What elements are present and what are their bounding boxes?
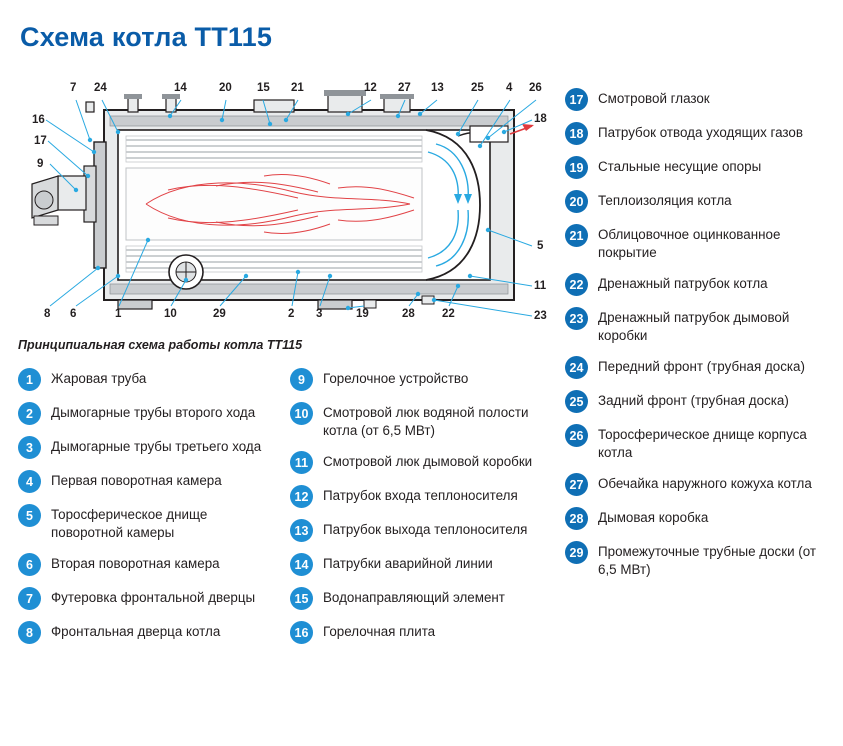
legend-label-12: Патрубок входа теплоносителя: [323, 488, 518, 503]
legend-badge-22: 22: [565, 273, 588, 296]
callout-22: 22: [442, 308, 455, 320]
legend-badge-20: 20: [565, 190, 588, 213]
legend-label-11: Смотровой люк дымовой коробки: [323, 454, 533, 469]
legend-item-26: [565, 424, 837, 462]
legend-item-3: [18, 436, 273, 459]
callout-14: 14: [174, 82, 187, 94]
legend-label-3: Дымогарные трубы третьего хода: [51, 439, 262, 454]
legend-badge-29: 29: [565, 541, 588, 564]
callout-28: 28: [402, 308, 415, 320]
callout-8: 8: [44, 308, 51, 320]
legend-badge-10: 10: [290, 402, 313, 425]
callout-11: 11: [534, 280, 547, 292]
legend-badge-5: 5: [18, 504, 41, 527]
boiler-schematic-diagram: [18, 80, 558, 340]
legend-item-13: [290, 519, 550, 542]
legend-badge-3: 3: [18, 436, 41, 459]
legend-label-24: Передний фронт (трубная доска): [598, 359, 805, 374]
legend-badge-11: 11: [290, 451, 313, 474]
legend-label-13: Патрубок выхода теплоносителя: [323, 522, 528, 537]
legend-badge-13: 13: [290, 519, 313, 542]
legend-badge-2: 2: [18, 402, 41, 425]
legend-badge-6: 6: [18, 553, 41, 576]
legend-column-3: [565, 88, 837, 590]
callout-1: 1: [115, 308, 122, 320]
legend-badge-25: 25: [565, 390, 588, 413]
legend-badge-12: 12: [290, 485, 313, 508]
legend-label-19: Стальные несущие опоры: [598, 159, 762, 174]
legend-item-15: [290, 587, 550, 610]
legend-label-26: Торосферическое днище корпуса котла: [598, 427, 807, 460]
legend-label-17: Смотровой глазок: [598, 91, 710, 106]
callout-16: 16: [32, 114, 45, 126]
callout-18: 18: [534, 113, 547, 125]
legend-label-27: Обечайка наружного кожуха котла: [598, 476, 812, 491]
callout-10: 10: [164, 308, 177, 320]
legend-badge-24: 24: [565, 356, 588, 379]
callout-2: 2: [288, 308, 295, 320]
legend-badge-27: 27: [565, 473, 588, 496]
diagram-caption: Принципиальная схема работы котла ТТ115: [18, 338, 303, 352]
legend-label-25: Задний фронт (трубная доска): [598, 393, 789, 408]
legend-item-10: [290, 402, 550, 440]
callout-12: 12: [364, 82, 377, 94]
legend-label-10: Смотровой люк водяной полости котла (от 6,5 МВт): [323, 405, 529, 438]
callout-13: 13: [431, 82, 444, 94]
callout-26: 26: [529, 82, 542, 94]
legend-label-23: Дренажный патрубок дымовой коробки: [598, 310, 790, 343]
callout-20: 20: [219, 82, 232, 94]
legend-label-28: Дымовая коробка: [598, 510, 709, 525]
legend-label-5: Торосферическое днище поворотной камеры: [51, 507, 208, 540]
callout-29: 29: [213, 308, 226, 320]
callout-6: 6: [70, 308, 77, 320]
legend-item-7: [18, 587, 273, 610]
callout-23: 23: [534, 310, 547, 322]
callout-17: 17: [34, 135, 47, 147]
legend-item-11: [290, 451, 550, 474]
legend-badge-28: 28: [565, 507, 588, 530]
legend-item-16: [290, 621, 550, 644]
callout-5: 5: [537, 240, 544, 252]
legend-item-17: [565, 88, 837, 111]
legend-badge-4: 4: [18, 470, 41, 493]
legend-label-2: Дымогарные трубы второго хода: [51, 405, 256, 420]
legend-label-16: Горелочная плита: [323, 624, 436, 639]
legend-label-6: Вторая поворотная камера: [51, 556, 220, 571]
legend-item-29: [565, 541, 837, 579]
legend-badge-16: 16: [290, 621, 313, 644]
legend-item-1: [18, 368, 273, 391]
callout-7: 7: [70, 82, 77, 94]
legend-item-5: [18, 504, 273, 542]
legend-badge-21: 21: [565, 224, 588, 247]
legend-item-18: [565, 122, 837, 145]
legend-item-24: [565, 356, 837, 379]
legend-badge-19: 19: [565, 156, 588, 179]
legend-badge-17: 17: [565, 88, 588, 111]
callout-9: 9: [37, 158, 44, 170]
legend-badge-23: 23: [565, 307, 588, 330]
legend-column-1: [18, 368, 273, 655]
legend-badge-1: 1: [18, 368, 41, 391]
legend-item-8: [18, 621, 273, 644]
legend-label-4: Первая поворотная камера: [51, 473, 222, 488]
legend-item-22: [565, 273, 837, 296]
legend-badge-18: 18: [565, 122, 588, 145]
callout-19: 19: [356, 308, 369, 320]
legend-item-25: [565, 390, 837, 413]
legend-item-4: [18, 470, 273, 493]
legend-item-14: [290, 553, 550, 576]
legend-item-23: [565, 307, 837, 345]
callout-3: 3: [316, 308, 323, 320]
legend-label-14: Патрубки аварийной линии: [323, 556, 493, 571]
callout-21: 21: [291, 82, 304, 94]
callout-4: 4: [506, 82, 513, 94]
legend-badge-26: 26: [565, 424, 588, 447]
legend-label-15: Водонаправляющий элемент: [323, 590, 505, 605]
legend-label-1: Жаровая труба: [51, 371, 147, 386]
legend-badge-14: 14: [290, 553, 313, 576]
legend-label-21: Облицовочное оцинкованное покрытие: [598, 227, 781, 260]
legend-label-18: Патрубок отвода уходящих газов: [598, 125, 803, 140]
legend-badge-9: 9: [290, 368, 313, 391]
legend-item-2: [18, 402, 273, 425]
boiler-schematic-svg: [18, 80, 558, 340]
legend-label-8: Фронтальная дверца котла: [51, 624, 221, 639]
callout-15: 15: [257, 82, 270, 94]
legend-badge-15: 15: [290, 587, 313, 610]
callout-27: 27: [398, 82, 411, 94]
legend-label-9: Горелочное устройство: [323, 371, 469, 386]
legend-item-27: [565, 473, 837, 496]
page-title: Схема котла ТТ115: [20, 22, 273, 52]
callout-25: 25: [471, 82, 484, 94]
legend-label-29: Промежуточные трубные доски (от 6,5 МВт): [598, 544, 817, 577]
callout-24: 24: [94, 82, 107, 94]
legend-column-2: [290, 368, 550, 655]
legend-label-22: Дренажный патрубок котла: [598, 276, 768, 291]
legend-item-28: [565, 507, 837, 530]
legend-item-21: [565, 224, 837, 262]
legend-item-12: [290, 485, 550, 508]
legend-item-9: [290, 368, 550, 391]
legend-label-20: Теплоизоляция котла: [598, 193, 732, 208]
legend-item-20: [565, 190, 837, 213]
legend-badge-7: 7: [18, 587, 41, 610]
legend-badge-8: 8: [18, 621, 41, 644]
legend-item-6: [18, 553, 273, 576]
legend-label-7: Футеровка фронтальной дверцы: [51, 590, 256, 605]
legend-item-19: [565, 156, 837, 179]
